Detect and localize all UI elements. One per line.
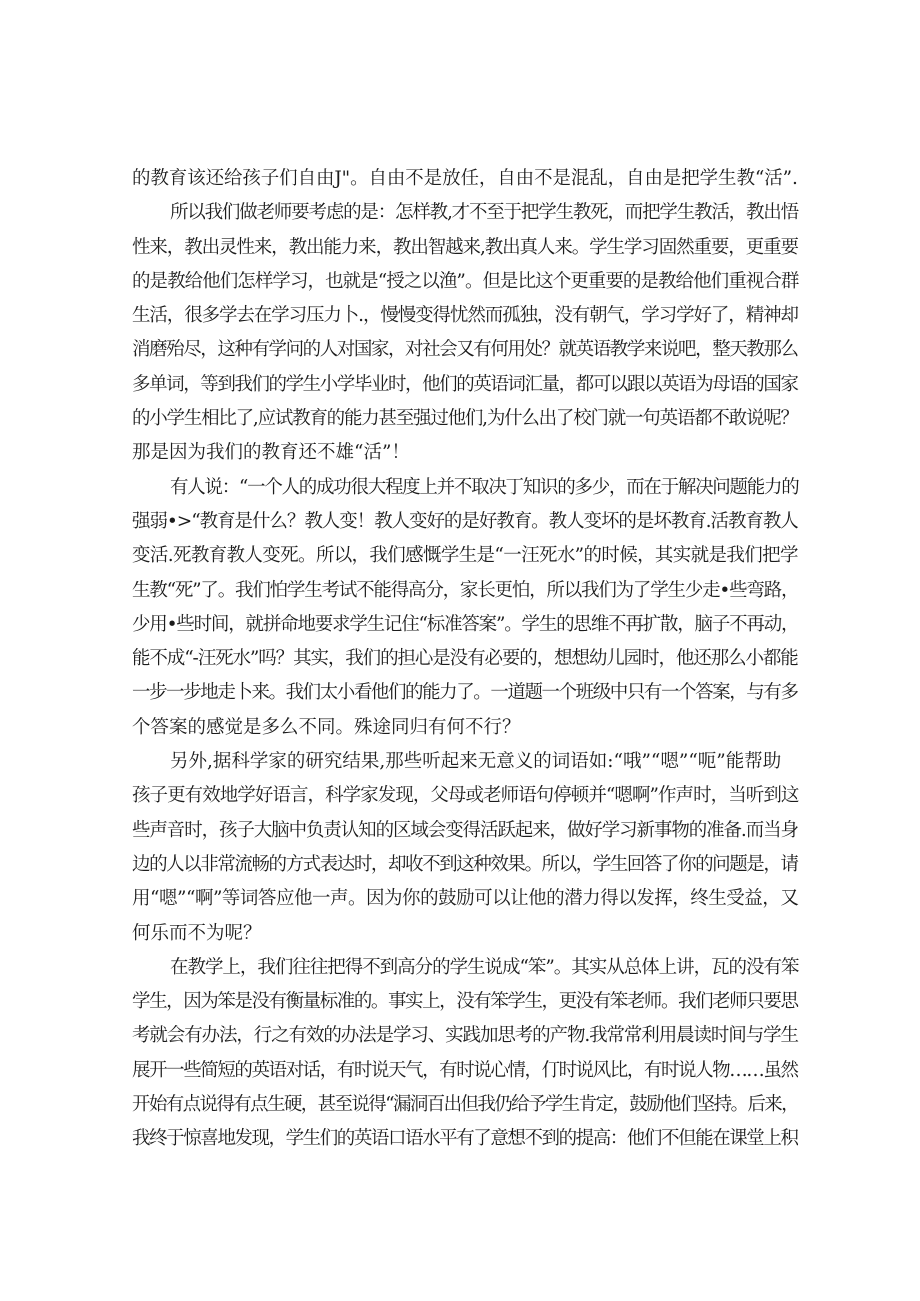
text-line: 生活，很多学去在学习压力卜.，慢慢变得忧然而孤独，没有朝气，学习学好了，精神却 xyxy=(132,305,798,327)
text-line: 用“嗯”“啊”等词答应他一声。因为你的鼓励可以让他的潜力得以发挥，终生受益，又 xyxy=(132,888,799,910)
text-line: 那是因为我们的教育还不雄“活”！ xyxy=(132,442,410,464)
text-line: 一步一步地走卜来。我们太小看他们的能力了。一道题一个班级中只有一个答案，与有多 xyxy=(132,682,798,704)
text-line: 学生，因为笨是没有衡量标准的。事实上，没有笨学生，更没有笨老师。我们老师只要思 xyxy=(132,991,798,1013)
paragraph-1 xyxy=(132,162,798,196)
paragraph-2 xyxy=(132,196,798,470)
text-line: 生教“死”了。我们怕学生考试不能得高分，家长更怕，所以我们为了学生少走•些弯路， xyxy=(132,579,799,601)
text-line: 我终于惊喜地发现，学生们的英语口语水平有了意想不到的提高：他们不但能在课堂上积 xyxy=(132,1128,798,1150)
document-body xyxy=(132,162,798,1157)
text-line: 开始有点说得有点生硬，甚至说得“漏洞百出但我仍给予学生肯定，鼓励他们坚持。后来， xyxy=(132,1094,798,1116)
text-line: 消磨殆尽，这种有学问的人对国家，对社会又有何用处？就英语教学来说吧，整天教那么 xyxy=(132,339,798,361)
text-line: 展开一些简短的英语对话，有时说天气，有时说心情，仃时说风比，有时说人物……虽然 xyxy=(132,1059,798,1081)
text-line: 的教育该还给孩子们自由J"。自由不是放任，自由不是混乱，自由是把学生教“活”. xyxy=(132,168,798,189)
text-line: 孩子更有效地学好语言，科学家发现，父母或老师语句停顿并“嗯啊”作声时，当听到这 xyxy=(132,785,799,807)
text-line: 的是教给他们怎样学习，也就是“授之以渔”。但是比这个更重要的是教给他们重视合群 xyxy=(132,270,799,292)
text-line: 多单词，等到我们的学生小学毕业时，他们的英语词汇量，都可以跟以英语为母语的国家 xyxy=(132,373,798,395)
text-line: 另外,据科学家的研究结果,那些听起来无意义的词语如:“哦”“嗯”“呃”能帮助 xyxy=(170,751,782,773)
text-line: 能不成“-汪死水”吗？其实，我们的担心是没有必要的，想想幼儿园时，他还那么小都能 xyxy=(132,648,798,670)
text-line: 所以我们做老师要考虑的是：怎样教,才不至于把学生教死，而把学生教活，教出悟 xyxy=(170,202,798,224)
text-line: 有人说：“一个人的成功很大程度上并不取决丁知识的多少，而在于解决问题能力的 xyxy=(170,476,799,498)
paragraph-4 xyxy=(132,745,798,951)
text-line: 性来，教出灵性来，教出能力来，教出智越来,教出真人来。学生学习固然重要，更重要 xyxy=(132,236,798,258)
text-line: 何乐而不为呢？ xyxy=(132,922,262,944)
text-line: 边的人以非常流畅的方式表达时，却收不到这种效果。所以，学生回答了你的问题是，请 xyxy=(132,853,798,875)
paragraph-3 xyxy=(132,471,798,745)
text-line: 变活.死教育教人变死。所以，我们感慨学生是“一汪死水”的时候，其实就是我们把学 xyxy=(132,545,798,567)
text-line: 考就会有办法，行之有效的办法是学习、实践加思考的产物.我常常利用晨读时间与学生 xyxy=(132,1025,798,1047)
text-line: 强弱•>“教育是什么？教人变！教人变好的是好教育。教人变坏的是坏教育.活教育教人 xyxy=(132,510,798,532)
text-line: 的小学生相比了,应试教育的能力甚至强过他们,为什么出了校门就一句英语都不敢说呢？ xyxy=(132,408,798,430)
paragraph-5 xyxy=(132,951,798,1157)
text-line: 少用•些时间，就拼命地要求学生记住“标准答案”。学生的思维不再扩散，脑子不再动， xyxy=(132,613,799,635)
text-line: 些声音时，孩子大脑中负责认知的区域会变得活跃起来，做好学习新事物的准备.而当身 xyxy=(132,819,798,841)
text-line: 在教学上，我们往往把得不到高分的学生说成“笨”。其实从总体上讲，瓦的没有笨 xyxy=(170,956,799,978)
text-line: 个答案的感觉是多么不同。殊途同归有何不行？ xyxy=(132,716,521,738)
